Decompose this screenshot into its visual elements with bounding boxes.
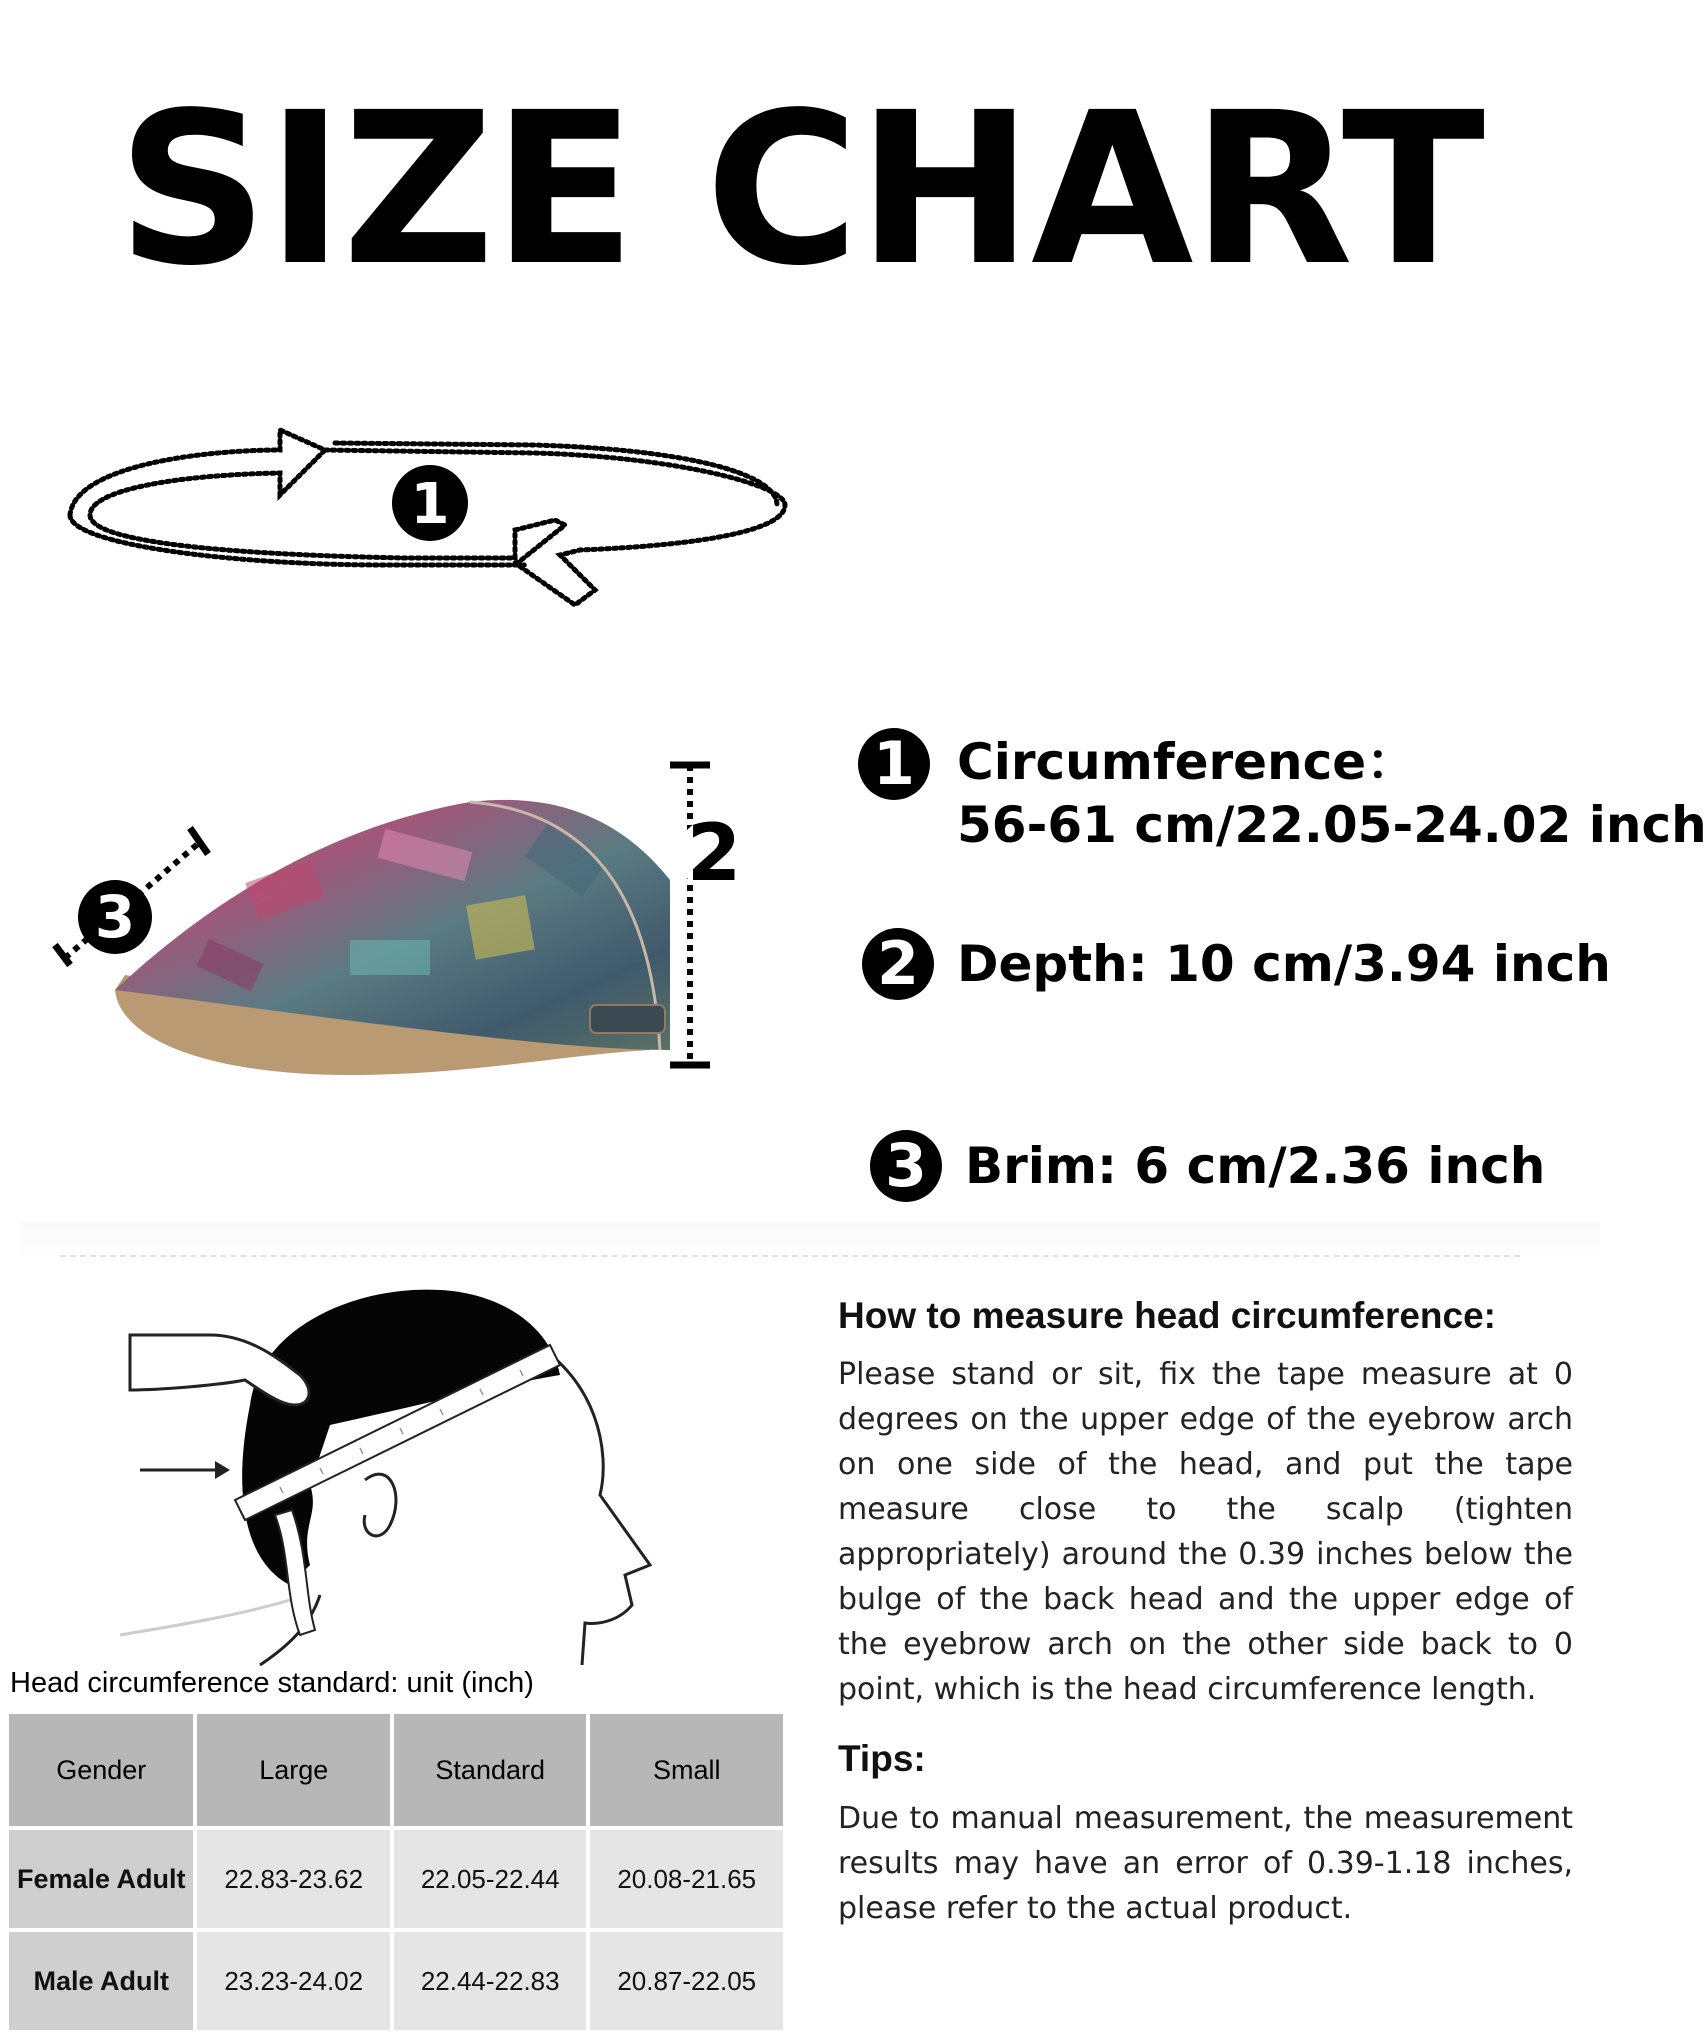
header-large: Large xyxy=(197,1714,390,1826)
spec-brim: Brim: 6 cm/2.36 inch xyxy=(965,1137,1546,1195)
table-header-row xyxy=(9,1714,783,1826)
spec-circumference-value: 56-61 cm/22.05-24.02 inch xyxy=(957,796,1707,854)
how-to-title: How to measure head circumference: xyxy=(838,1295,1496,1336)
depth-number: 2 xyxy=(678,818,750,890)
table-row xyxy=(9,1932,783,2030)
cell-small: 20.08-21.65 xyxy=(590,1830,783,1928)
cell-large: 23.23-24.02 xyxy=(197,1932,390,2030)
how-to-text: Please stand or sit, fix the tape measure at 0 degrees on the upper edge of the eyebrow arch on one side of the head, and put the tape measure close to the scalp (tighten appropriately) around the 0.39 inches below the bulge of the back head and the upper edge of the eyebrow arch on the other side back to 0 point, which is the head circumference length. xyxy=(838,1357,1573,1707)
spec-3-badge: 3 xyxy=(870,1130,942,1202)
header-small: Small xyxy=(590,1714,783,1826)
table-row xyxy=(9,1830,783,1928)
brim-number: 3 xyxy=(78,880,152,954)
spec-depth: Depth: 10 cm/3.94 inch xyxy=(957,935,1611,993)
row-label: Female Adult xyxy=(9,1830,193,1928)
spec-1-badge: 1 xyxy=(858,728,930,800)
cell-small: 20.87-22.05 xyxy=(590,1932,783,2030)
circumference-ring-diagram xyxy=(55,395,795,625)
header-gender: Gender xyxy=(9,1714,193,1826)
page-title: SIZE CHART xyxy=(116,67,1484,312)
spec-2-badge: 2 xyxy=(862,928,934,1000)
ring-number: 1 xyxy=(410,472,450,537)
spec-circumference-label: Circumference： xyxy=(957,733,1417,791)
tips-text: Due to manual measurement, the measurement results may have an error of 0.39-1.18 inches, please refer to the actual product. xyxy=(838,1801,1573,1926)
cell-standard: 22.44-22.83 xyxy=(394,1932,587,2030)
size-table xyxy=(5,1710,787,2034)
tips-title: Tips: xyxy=(838,1738,926,1779)
header-standard: Standard xyxy=(394,1714,587,1826)
head-measurement-illustration xyxy=(60,1265,780,1665)
cell-standard: 22.05-22.44 xyxy=(394,1830,587,1928)
row-label: Male Adult xyxy=(9,1932,193,2030)
flat-cap-image xyxy=(50,750,770,1090)
table-caption: Head circumference standard: unit (inch) xyxy=(10,1667,534,1699)
dashed-divider xyxy=(60,1255,1520,1257)
cell-large: 22.83-23.62 xyxy=(197,1830,390,1928)
